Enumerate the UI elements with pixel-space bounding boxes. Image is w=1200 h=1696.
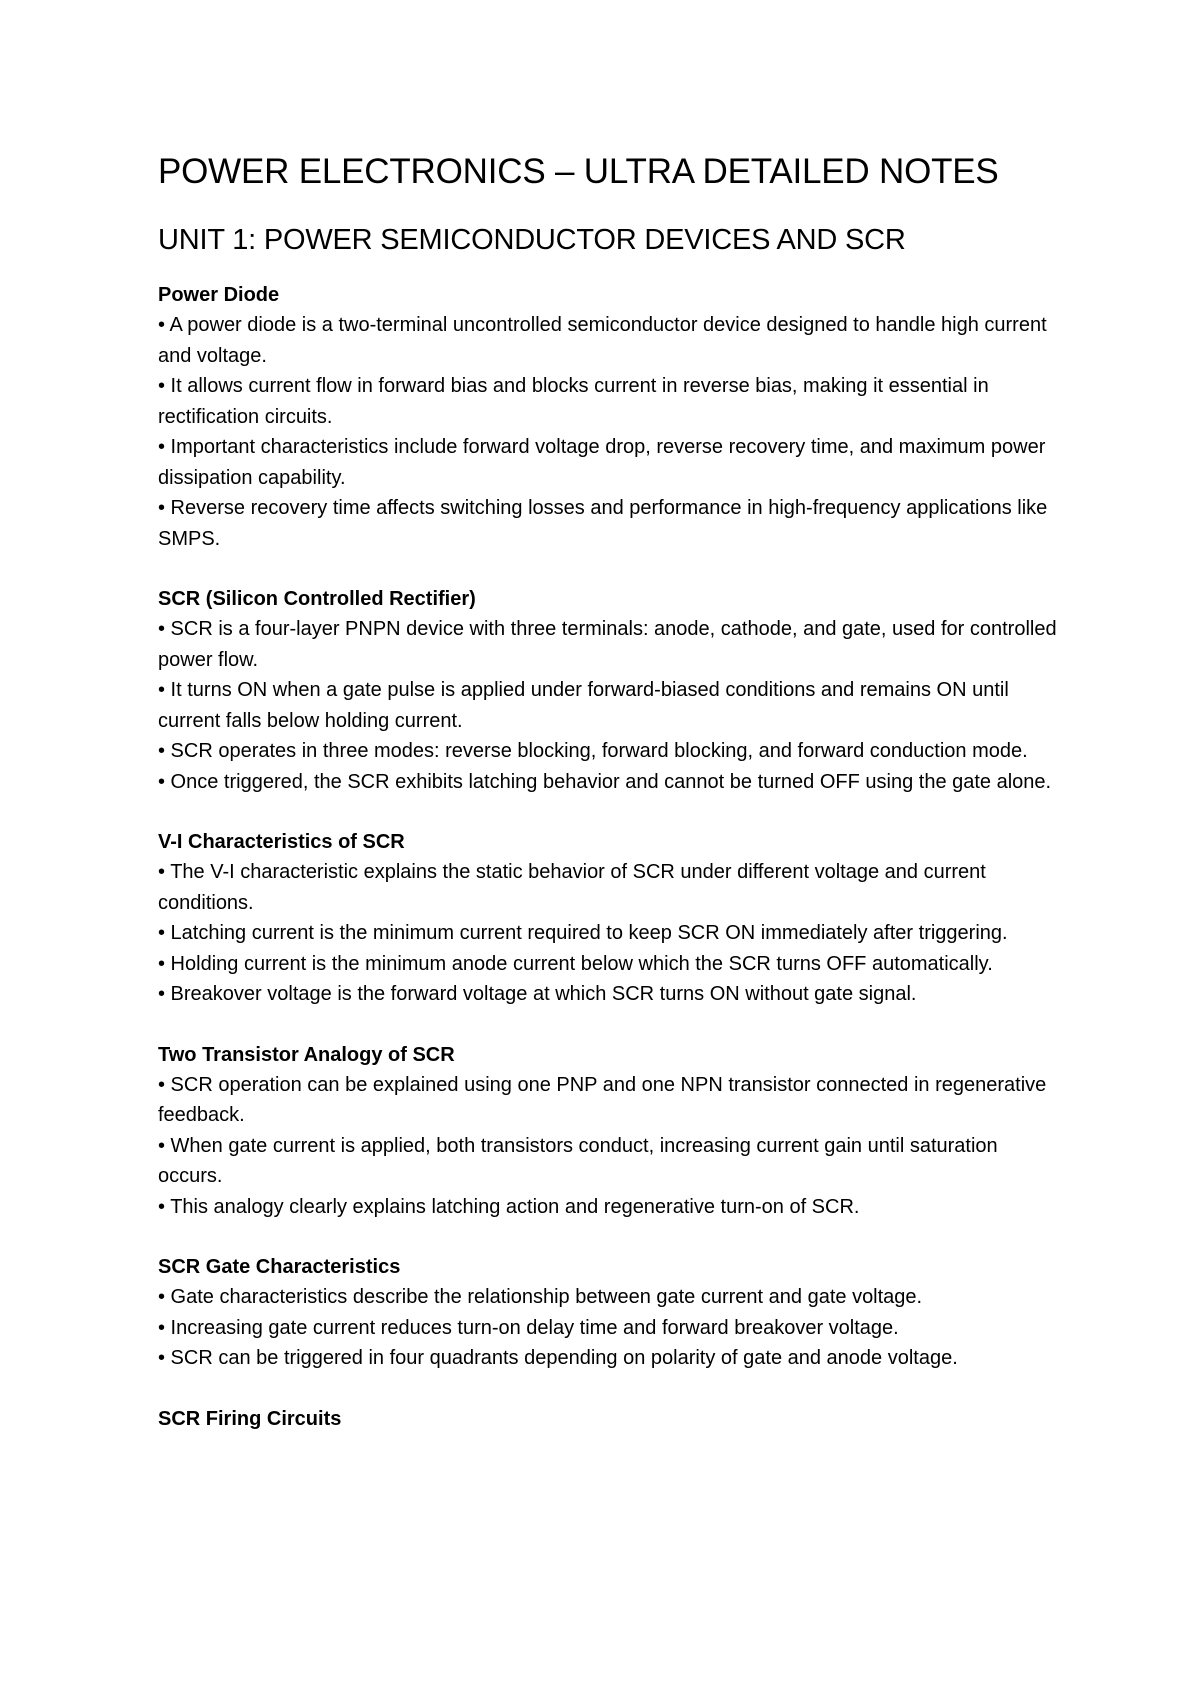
section-heading: SCR Gate Characteristics <box>158 1256 401 1278</box>
bullet-item: • Holding current is the minimum anode current below which the SCR turns OFF automatically. <box>158 952 993 975</box>
section-firing-circuits <box>158 1404 1058 1434</box>
bullet-item: • The V-I characteristic explains the static behavior of SCR under different voltage and current conditions. <box>158 861 986 914</box>
bullet-item: • This analogy clearly explains latching action and regenerative turn-on of SCR. <box>158 1195 860 1218</box>
document-title: POWER ELECTRONICS – ULTRA DETAILED NOTES <box>158 152 999 191</box>
bullet-item: • It allows current flow in forward bias and blocks current in reverse bias, making it essential in rectification circuits. <box>158 375 989 428</box>
section-heading: SCR (Silicon Controlled Rectifier) <box>158 588 476 610</box>
unit-title: UNIT 1: POWER SEMICONDUCTOR DEVICES AND SCR <box>158 223 906 256</box>
section-power-diode <box>158 280 1058 554</box>
section-scr <box>158 584 1058 797</box>
section-gate-characteristics <box>158 1252 1058 1374</box>
bullet-item: • It turns ON when a gate pulse is applied under forward-biased conditions and remains ON until current falls below holding current. <box>158 679 1009 732</box>
bullet-item: • SCR operates in three modes: reverse blocking, forward blocking, and forward conduction mode. <box>158 740 1028 762</box>
section-heading: Power Diode <box>158 284 280 306</box>
bullet-item: • Reverse recovery time affects switching losses and performance in high-frequency applications like SMPS. <box>158 497 1048 550</box>
bullet-item: • Once triggered, the SCR exhibits latching behavior and cannot be turned OFF using the gate alone. <box>158 770 1052 793</box>
bullet-item: • Latching current is the minimum current required to keep SCR ON immediately after triggering. <box>158 922 1008 944</box>
section-heading: Two Transistor Analogy of SCR <box>158 1043 455 1066</box>
section-heading: V-I Characteristics of SCR <box>158 831 405 853</box>
bullet-item: • Important characteristics include forward voltage drop, reverse recovery time, and maximum power dissipation capability. <box>158 436 1046 489</box>
bullet-item: • SCR operation can be explained using one PNP and one NPN transistor connected in regenerative feedback. <box>158 1073 1047 1126</box>
section-heading: SCR Firing Circuits <box>158 1407 342 1430</box>
bullet-item: • SCR can be triggered in four quadrants depending on polarity of gate and anode voltage. <box>158 1347 958 1369</box>
document-page <box>158 150 1058 1464</box>
bullet-item: • SCR is a four-layer PNPN device with three terminals: anode, cathode, and gate, used for controlled power flow. <box>158 618 1057 671</box>
section-two-transistor-analogy <box>158 1040 1058 1223</box>
bullet-item: • Gate characteristics describe the relationship between gate current and gate voltage. <box>158 1286 923 1308</box>
section-vi-characteristics <box>158 827 1058 1010</box>
bullet-item: • When gate current is applied, both transistors conduct, increasing current gain until saturation occurs. <box>158 1134 998 1187</box>
bullet-item: • A power diode is a two-terminal uncontrolled semiconductor device designed to handle high current and voltage. <box>158 314 1047 367</box>
bullet-item: • Increasing gate current reduces turn-on delay time and forward breakover voltage. <box>158 1316 899 1339</box>
bullet-item: • Breakover voltage is the forward voltage at which SCR turns ON without gate signal. <box>158 983 917 1005</box>
